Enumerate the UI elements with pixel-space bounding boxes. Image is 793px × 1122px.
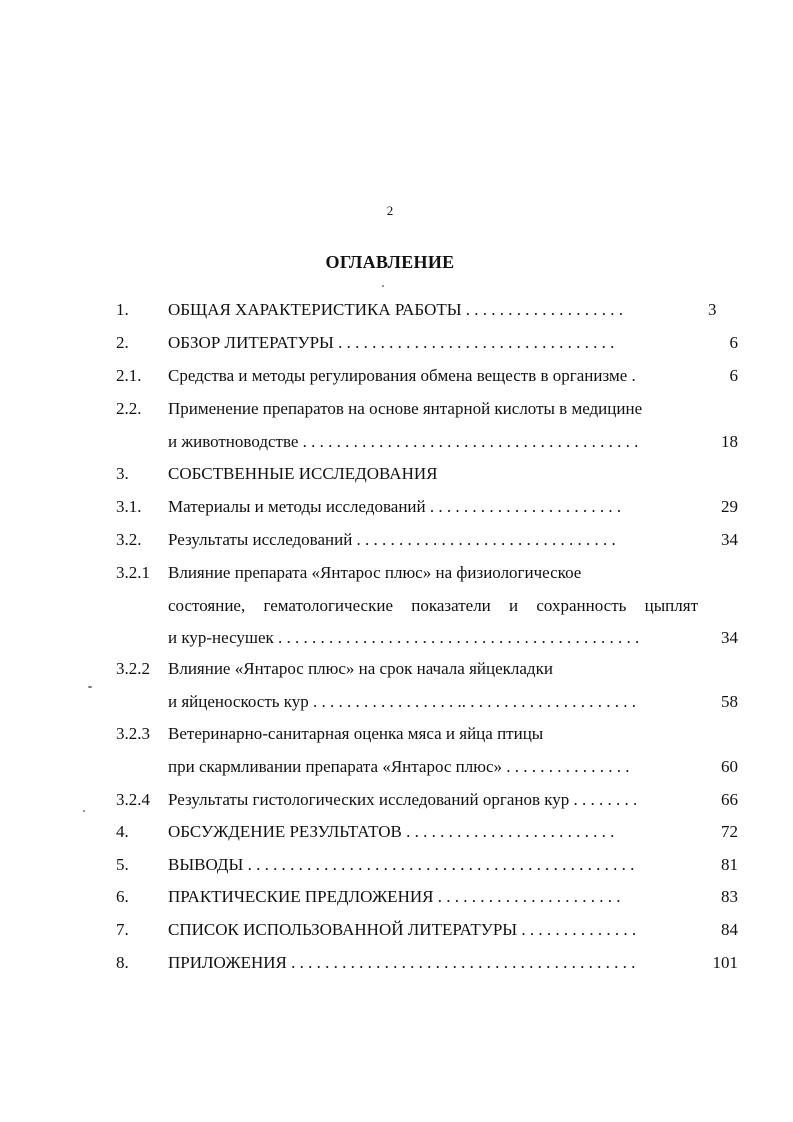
page-number: 2	[386, 203, 394, 218]
toc-entry-text[interactable]: и кур-несушек . . . . . . . . . . . . . . . . . . . . . . . . . . . . . . . . . . . . . . . . . . .	[168, 628, 640, 647]
toc-entry-number: 3.1.	[116, 497, 142, 516]
scan-speck	[88, 686, 92, 688]
scan-speck	[382, 285, 384, 287]
toc-entry-text[interactable]: ОБЩАЯ ХАРАКТЕРИСТИКА РАБОТЫ . . . . . . . . . . . . . . . . . . .	[168, 300, 624, 319]
toc-entry-text[interactable]: СПИСОК ИСПОЛЬЗОВАННОЙ ЛИТЕРАТУРЫ . . . . . . . . . . . . . .	[168, 920, 637, 939]
toc-entry-page: 81	[721, 855, 738, 874]
toc-entry-number: 7.	[116, 920, 129, 939]
toc-entry-text[interactable]: при скармливании препарата «Янтарос плюс» . . . . . . . . . . . . . . .	[168, 756, 630, 776]
toc-entry-page: 72	[721, 822, 738, 841]
toc-entry-text[interactable]: Результаты гистологических исследований органов кур . . . . . . . .	[168, 790, 638, 809]
toc-entry-number: 6.	[116, 887, 129, 906]
toc-entry-number: 8.	[116, 953, 129, 972]
toc-entry-number: 3.2.	[116, 530, 142, 549]
toc-entry-page: 58	[721, 691, 738, 711]
toc-entry-page: 34	[721, 628, 738, 647]
toc-entry-text[interactable]: ПРИЛОЖЕНИЯ . . . . . . . . . . . . . . . . . . . . . . . . . . . . . . . . . . . . . . . . .	[168, 953, 636, 972]
toc-entry-page: 6	[729, 366, 738, 385]
toc-entry-number: 4.	[116, 822, 129, 841]
toc-entry-page: 66	[721, 790, 738, 809]
toc-entry-number: 3.2.2	[116, 659, 150, 678]
toc-entry-page: 83	[721, 887, 738, 906]
toc-entry-page: 101	[712, 953, 738, 972]
toc-entry-text[interactable]: ПРАКТИЧЕСКИЕ ПРЕДЛОЖЕНИЯ . . . . . . . . . . . . . . . . . . . . . .	[168, 887, 621, 906]
toc-entry-page: 60	[721, 756, 738, 776]
toc-entry-text[interactable]: и яйценоскость кур . . . . . . . . . . . . . . . . . .. . . . . . . . . . . . . . . . . . . . .	[168, 691, 637, 711]
toc-entry-text[interactable]: СОБСТВЕННЫЕ ИССЛЕДОВАНИЯ	[168, 464, 438, 483]
toc-entry-text[interactable]: ВЫВОДЫ . . . . . . . . . . . . . . . . . . . . . . . . . . . . . . . . . . . . . . . . . . . . . .	[168, 855, 635, 874]
toc-entry-text[interactable]: ОБЗОР ЛИТЕРАТУРЫ . . . . . . . . . . . . . . . . . . . . . . . . . . . . . . . . .	[168, 333, 615, 352]
toc-entry-text[interactable]: состояние, гематологические показатели и сохранность цыплят	[168, 595, 698, 615]
toc-entry-text[interactable]: Результаты исследований . . . . . . . . . . . . . . . . . . . . . . . . . . . . . . .	[168, 530, 616, 549]
toc-entry-number: 3.2.4	[116, 790, 150, 809]
toc-entry-page: 34	[721, 530, 738, 549]
toc-entry-number: 2.	[116, 333, 129, 352]
toc-entry-number: 2.1.	[116, 366, 142, 385]
toc-entry-number: 2.2.	[116, 399, 142, 418]
toc-entry-number: 3.2.3	[116, 724, 150, 743]
toc-entry-text[interactable]: и животноводстве . . . . . . . . . . . . . . . . . . . . . . . . . . . . . . . . . . . . . . . .	[168, 431, 639, 451]
toc-entry-page: 29	[721, 497, 738, 516]
toc-entry-page: 6	[729, 333, 738, 352]
toc-entry-number: 3.	[116, 464, 129, 483]
toc-entry-text[interactable]: ОБСУЖДЕНИЕ РЕЗУЛЬТАТОВ . . . . . . . . . . . . . . . . . . . . . . . . .	[168, 822, 615, 841]
toc-entry-page: 3	[708, 300, 717, 319]
toc-entry-text[interactable]: Ветеринарно-санитарная оценка мяса и яйца птицы	[168, 724, 544, 743]
toc-entry-text[interactable]: Средства и методы регулирования обмена веществ в организме .	[168, 366, 636, 385]
toc-entry-number: 3.2.1	[116, 563, 150, 582]
toc-entry-page: 84	[721, 920, 738, 939]
toc-title: ОГЛАВЛЕНИЕ	[325, 252, 455, 272]
toc-entry-page: 18	[721, 431, 738, 451]
scan-speck	[83, 810, 85, 812]
toc-entry-text[interactable]: Применение препаратов на основе янтарной кислоты в медицине	[168, 399, 643, 418]
toc-entry-text[interactable]: Материалы и методы исследований . . . . . . . . . . . . . . . . . . . . . . .	[168, 497, 622, 516]
toc-entry-text[interactable]: Влияние «Янтарос плюс» на срок начала яйцекладки	[168, 659, 553, 678]
toc-entry-number: 1.	[116, 300, 129, 319]
toc-entry-number: 5.	[116, 855, 129, 874]
toc-entry-text[interactable]: Влияние препарата «Янтарос плюс» на физиологическое	[168, 563, 582, 582]
